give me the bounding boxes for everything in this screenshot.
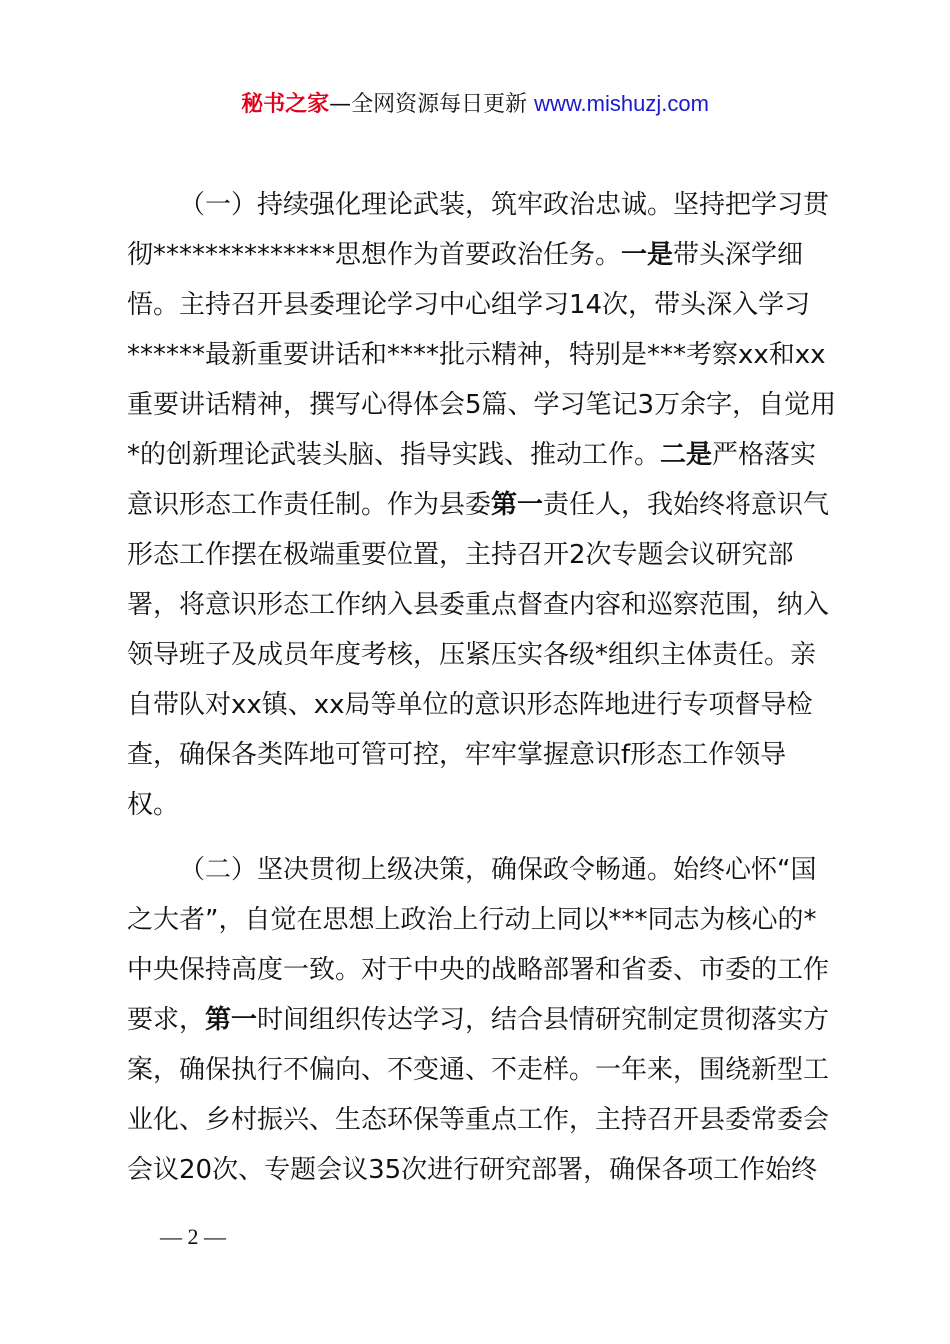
- document-body: [127, 180, 837, 1195]
- paragraph-1-bold-c: 第一: [491, 490, 544, 520]
- brand-name: 秘书之家: [241, 92, 330, 117]
- paragraph-2: [127, 845, 837, 1195]
- site-url-link[interactable]: www.mishuzj.com: [534, 91, 709, 116]
- paragraph-1-text-c: 严格落实意识形态工作责任制。作为县委: [127, 440, 817, 520]
- paragraph-2-text-a: （二）坚决贯彻上级决策，确保政令畅通。始终心怀“国之大者”，自觉在思想上政治上行动上同以***同志为核心的*中央保持高度一致。对于中央的战略部署和省委、市委的工作要求，: [127, 855, 830, 1035]
- paragraph-1-text-b: 带头深学细悟。主持召开县委理论学习中心组学习14次，带头深入学习******最新重要讲话和****批示精神，特别是***考察xx和xx重要讲话精神，撰写心得体会5篇、学习笔记3万余字，自觉用*的创新理论武装头脑、指导实践、推动工作。: [127, 240, 837, 470]
- paragraph-1-text-a: （一）持续强化理论武装，筑牢政治忠诚。坚持把学习贯彻**************思想作为首要政治任务。: [127, 190, 830, 270]
- paragraph-1-text-d: 责任人，我始终将意识气形态工作摆在极端重要位置，主持召开2次专题会议研究部署，将意识形态工作纳入县委重点督查内容和巡察范围，纳入领导班子及成员年度考核，压紧压实各级*组织主体责任。亲自带队对xx镇、xx局等单位的意识形态阵地进行专项督导检查，确保各类阵地可管可控，牢牢掌握意识f形态工作领导权。: [127, 490, 830, 820]
- paragraph-1: [127, 180, 837, 830]
- paragraph-1-bold-a: 一是: [621, 240, 674, 270]
- paragraph-2-text-b: 时间组织传达学习，结合县情研究制定贯彻落实方案，确保执行不偏向、不变通、不走样。一年来，围绕新型工业化、乡村振兴、生态环保等重点工作，主持召开县委常委会会议20次、专题会议35次进行研究部署，确保各项工作始终: [127, 1005, 830, 1185]
- paragraph-1-bold-b: 二是: [660, 440, 713, 470]
- header-slogan: —全网资源每日更新: [329, 92, 535, 117]
- site-header: [0, 88, 950, 121]
- paragraph-2-bold-a: 第一: [205, 1005, 258, 1035]
- page-number: — 2 —: [160, 1224, 226, 1249]
